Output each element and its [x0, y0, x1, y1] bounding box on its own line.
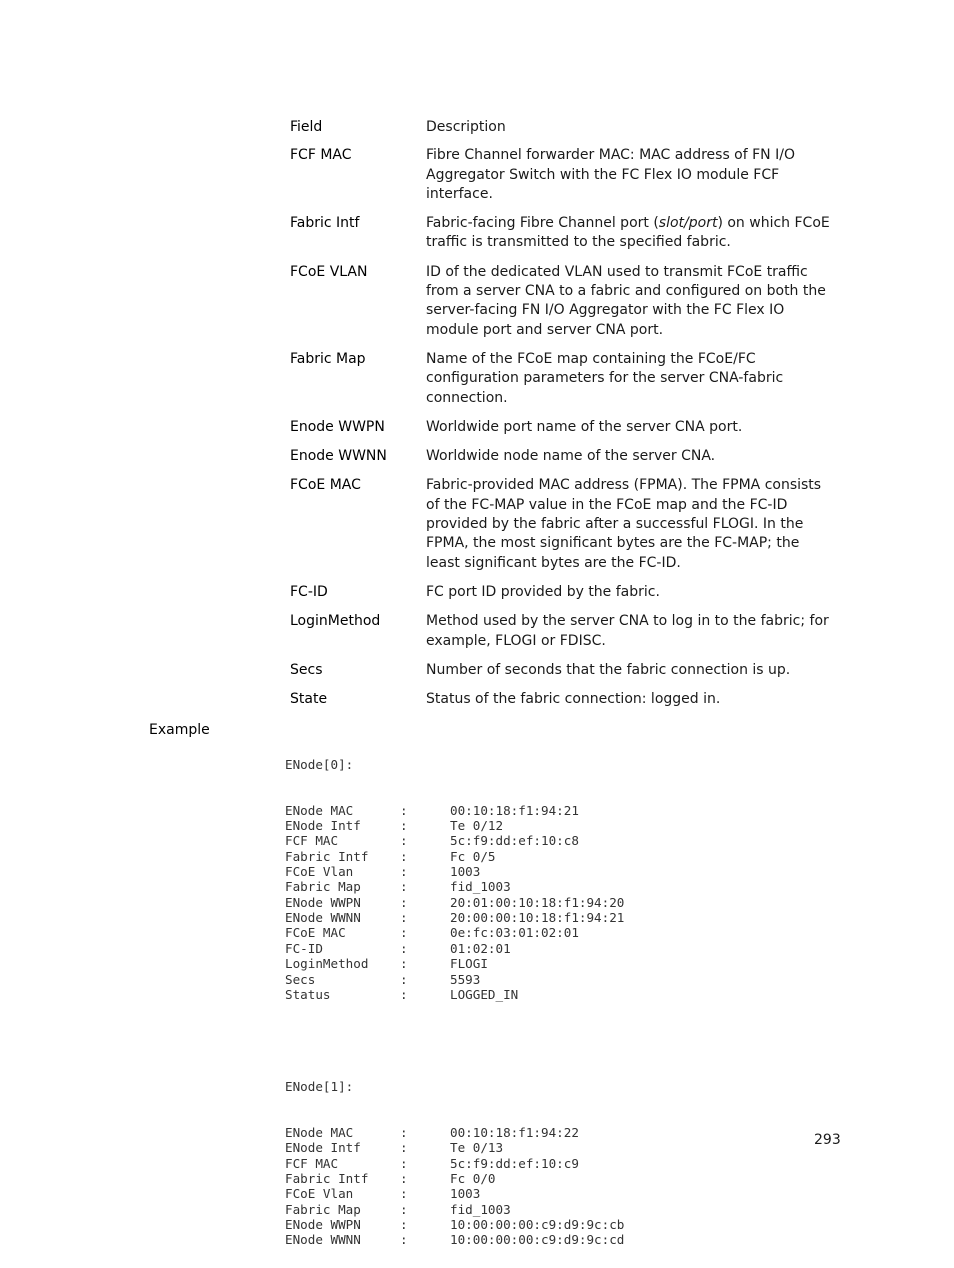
code-colon: : [400, 956, 408, 972]
code-value: 1003 [450, 1186, 481, 1202]
table-row [290, 350, 835, 408]
code-colon: : [400, 986, 408, 1002]
field-description: Fibre Channel forwarder MAC: MAC address of FN I/O Aggregator Switch with the FC Flex IO module FCF interface. [426, 147, 795, 202]
field-name: FCF MAC [290, 147, 352, 164]
code-key: FCF MAC [285, 833, 339, 849]
field-description: Name of the FCoE map containing the FCoE/FC configuration parameters for the server CNA-fabric connection. [426, 350, 784, 406]
code-key: Fabric Map [285, 1201, 361, 1217]
code-key: Fabric Map [285, 879, 361, 895]
code-line [285, 956, 624, 971]
table-row [290, 418, 835, 437]
code-value: Te 0/12 [450, 818, 504, 834]
code-colon: : [400, 818, 408, 834]
code-key: Fabric Intf [285, 848, 369, 864]
code-value: 10:00:00:00:c9:d9:9c:cb [450, 1217, 625, 1232]
code-value: 5c:f9:dd:ef:10:c9 [450, 1155, 579, 1171]
field-description: Method used by the server CNA to log in to the fabric; for example, FLOGI or FDISC. [426, 613, 829, 649]
code-value: 01:02:01 [450, 940, 511, 956]
code-title: ENode[0]: [285, 756, 354, 772]
code-line [285, 879, 624, 894]
table-row [290, 447, 835, 466]
code-value: 20:01:00:10:18:f1:94:20 [450, 894, 625, 910]
field-name: FCoE MAC [290, 477, 361, 494]
code-line [285, 895, 624, 910]
field-description: ID of the dedicated VLAN used to transmit FCoE traffic from a server CNA to a fabric and configured on both the server-facing FN I/O Aggregator with the FC Flex IO module port and server CNA port. [426, 263, 826, 338]
code-value: 5c:f9:dd:ef:10:c8 [450, 833, 579, 849]
code-value: 20:00:00:10:18:f1:94:21 [450, 910, 625, 926]
code-value: 00:10:18:f1:94:22 [450, 1124, 579, 1140]
field-name: State [290, 691, 328, 708]
table-row [290, 263, 835, 340]
blank-line [285, 1033, 624, 1048]
code-colon: : [400, 864, 408, 880]
code-key: FCoE Vlan [285, 1186, 354, 1202]
code-key: ENode WWPN [285, 894, 361, 910]
table-row [290, 476, 835, 572]
code-key: ENode MAC [285, 802, 354, 818]
field-name: Secs [290, 661, 323, 678]
code-line [285, 910, 624, 925]
description-text: Fabric-facing Fibre Channel port ( [426, 215, 659, 232]
code-value: fid_1003 [450, 879, 511, 895]
code-colon: : [400, 1155, 408, 1171]
description-emphasis: slot/port [658, 215, 718, 232]
code-line [285, 1232, 624, 1247]
code-colon: : [400, 971, 408, 987]
code-line [285, 987, 624, 1002]
code-colon: : [400, 879, 408, 895]
code-colon: : [400, 1201, 408, 1217]
code-key: FCoE Vlan [285, 864, 354, 880]
field-name: Fabric Intf [290, 215, 360, 232]
table-row [290, 612, 835, 651]
code-line [285, 818, 624, 833]
table-row [290, 146, 835, 204]
code-key: Status [285, 986, 331, 1002]
code-colon: : [400, 848, 408, 864]
code-colon: : [400, 1232, 408, 1248]
code-value: 1003 [450, 864, 481, 880]
code-line [285, 925, 624, 940]
code-colon: : [400, 833, 408, 849]
code-key: ENode MAC [285, 1124, 354, 1140]
code-colon: : [400, 802, 408, 818]
code-line [285, 849, 624, 864]
code-value: 00:10:18:f1:94:21 [450, 802, 579, 818]
code-line [285, 803, 624, 818]
enode1-lines [285, 1125, 624, 1248]
code-line [285, 1202, 624, 1217]
code-line [285, 864, 624, 879]
page-number: 293 [814, 1132, 841, 1148]
code-key: Fabric Intf [285, 1170, 369, 1186]
code-value: Fc 0/0 [450, 1170, 496, 1186]
table-row [290, 214, 835, 253]
code-key: ENode Intf [285, 818, 361, 834]
table-row [290, 661, 835, 680]
code-key: Secs [285, 971, 316, 987]
header-description: Description [426, 119, 506, 135]
table-row [290, 583, 835, 602]
field-name: FCoE VLAN [290, 263, 368, 280]
field-name: Enode WWNN [290, 448, 387, 465]
code-line [285, 1156, 624, 1171]
field-name: Enode WWPN [290, 418, 385, 435]
code-key: FCF MAC [285, 1155, 339, 1171]
field-name: Fabric Map [290, 350, 366, 367]
code-colon: : [400, 1170, 408, 1186]
field-name: FC-ID [290, 583, 328, 600]
code-value: 10:00:00:00:c9:d9:9c:cd [450, 1232, 625, 1248]
code-title: ENode[1]: [285, 1078, 354, 1094]
field-description: FC port ID provided by the fabric. [426, 583, 660, 600]
field-name: LoginMethod [290, 613, 381, 630]
code-key: FCoE MAC [285, 925, 346, 941]
code-value: LOGGED_IN [450, 986, 519, 1002]
code-line [285, 1125, 624, 1140]
code-key: ENode WWNN [285, 910, 361, 926]
code-value: fid_1003 [450, 1201, 511, 1217]
code-value: Te 0/13 [450, 1140, 504, 1156]
header-field: Field [290, 119, 323, 135]
code-key: FC-ID [285, 940, 323, 956]
code-colon: : [400, 1124, 408, 1140]
table-header-row [290, 118, 835, 137]
table-row [290, 690, 835, 709]
code-line [285, 833, 624, 848]
code-key: ENode WWNN [285, 1232, 361, 1248]
code-line [285, 972, 624, 987]
code-value: FLOGI [450, 956, 488, 972]
field-description: Worldwide port name of the server CNA port. [426, 418, 743, 435]
code-key: LoginMethod [285, 956, 369, 972]
field-description: Status of the fabric connection: logged in. [426, 691, 721, 708]
field-description: Fabric-provided MAC address (FPMA). The FPMA consists of the FC-MAP value in the FCoE map and the FC-ID provided by the fabric after a successful FLOGI. In the FPMA, the most significant bytes are the FC-MAP; the least significant bytes are the FC-ID. [426, 477, 822, 571]
code-line [285, 1186, 624, 1201]
description-text: ) on which FCoE traffic is transmitted to the specified fabric. [426, 215, 830, 251]
code-line [285, 941, 624, 956]
code-colon: : [400, 925, 408, 941]
code-colon: : [400, 940, 408, 956]
code-line [285, 1171, 624, 1186]
code-key: ENode Intf [285, 1140, 361, 1156]
code-colon: : [400, 910, 408, 926]
code-colon: : [400, 1217, 408, 1232]
enode0-lines [285, 803, 624, 1002]
code-colon: : [400, 1140, 408, 1156]
code-colon: : [400, 1186, 408, 1202]
code-line [285, 1217, 624, 1232]
field-description [426, 214, 835, 253]
field-description-table [290, 118, 835, 719]
field-description: Number of seconds that the fabric connection is up. [426, 661, 791, 678]
code-colon: : [400, 894, 408, 910]
example-code-block [285, 726, 624, 1263]
code-value: 0e:fc:03:01:02:01 [450, 925, 579, 941]
code-value: Fc 0/5 [450, 848, 496, 864]
field-description: Worldwide node name of the server CNA. [426, 448, 716, 465]
example-label: Example [149, 722, 210, 738]
code-line [285, 1140, 624, 1155]
code-value: 5593 [450, 971, 481, 987]
code-key: ENode WWPN [285, 1217, 361, 1232]
